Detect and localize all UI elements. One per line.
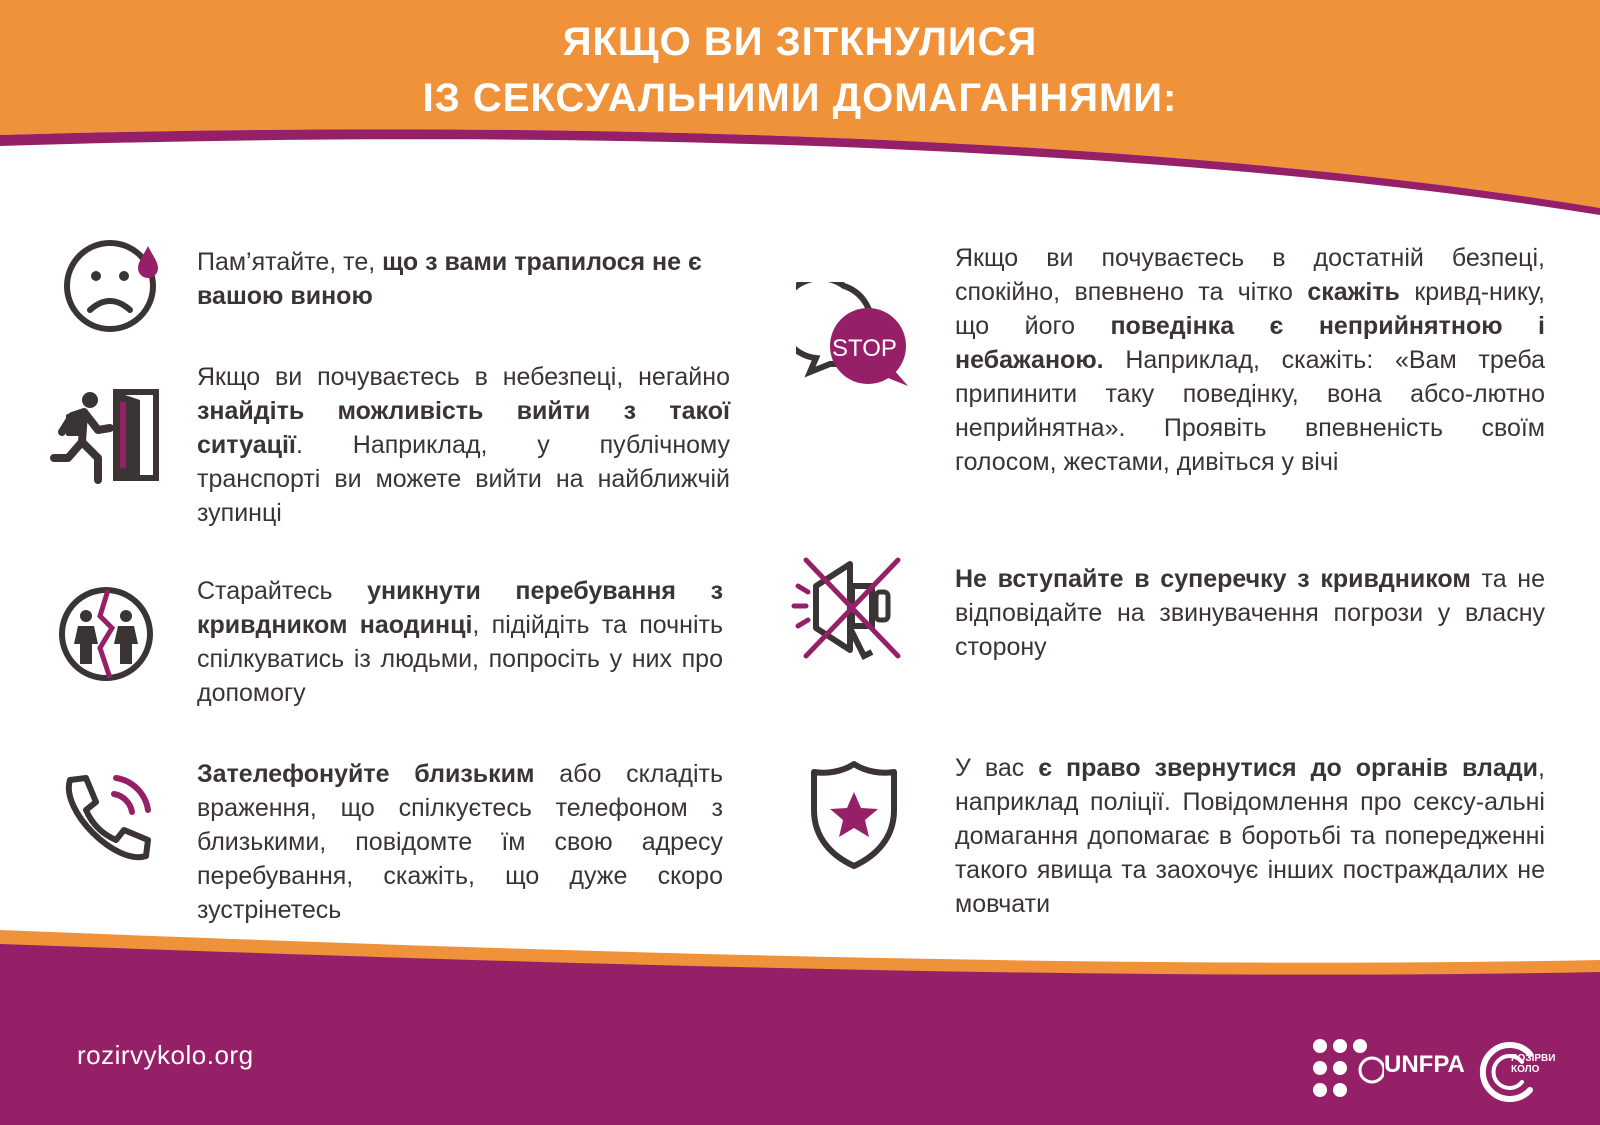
separated-people-icon — [56, 584, 156, 684]
tip-text-1: Пам’ятайте, те, що з вами трапилося не є вашою виною — [197, 248, 702, 310]
exit-door-icon — [48, 388, 166, 488]
rozirvy-kolo-logo-text: РОЗІРВИ КОЛО — [1511, 1053, 1556, 1075]
tip-text-3: Старайтесь уникнути перебування з кривдником наодинці, підійдіть та почніть спілкуватись із людьми, попросіть у них про допомогу — [197, 577, 723, 707]
tip-text-6: Не вступайте в суперечку з кривдником та не відповідайте на звинувачення погрози у власну сторону — [955, 565, 1545, 661]
unfpa-logo-text: UNFPA — [1384, 1051, 1465, 1078]
police-badge-icon — [806, 760, 902, 870]
website-link[interactable]: rozirvykolo.org — [77, 1040, 254, 1070]
sad-face-icon — [60, 236, 165, 336]
tip-text-4: Зателефонуйте близьким або складіть враження, що спілкуєтесь телефоном з близькими, повідомте їм свою адресу перебування, скажіть, що дуже скоро зустрінетесь — [197, 760, 723, 924]
stop-label: STOP — [832, 335, 897, 362]
unfpa-logo — [1312, 1038, 1384, 1110]
tip-text-7: У вас є право звернутися до органів влади, наприклад поліції. Повідомлення про сексу-альні домагання допомагає в боротьбі та попередженні такого явища та заохочує інших постраждалих не мовчати — [955, 754, 1545, 918]
stop-speech-bubble-icon — [796, 282, 912, 392]
phone-call-icon — [56, 770, 156, 870]
page-title-line-1: ЯКЩО ВИ ЗІТКНУЛИСЯ — [562, 20, 1038, 64]
page-title-line-2: ІЗ СЕКСУАЛЬНИМИ ДОМАГАННЯМИ: — [422, 76, 1178, 120]
muted-megaphone-icon — [790, 556, 910, 666]
tip-text-5: Якщо ви почуваєтесь в достатній безпеці, спокійно, впевнено та чітко скажіть кривд-нику, що його поведінка є неприйнятною і небажаною. Наприклад, скажіть: «Вам треба припинити таку поведінку, вона абсо-лютно неприйнятна». Проявіть впевненість своїм голосом, жестами, дивіться у вічі — [955, 244, 1545, 476]
tip-text-2: Якщо ви почуваєтесь в небезпеці, негайно знайдіть можливість вийти з такої ситуації. Наприклад, у публічному транспорті ви можете вийти на найближчій зупинці — [197, 363, 730, 527]
